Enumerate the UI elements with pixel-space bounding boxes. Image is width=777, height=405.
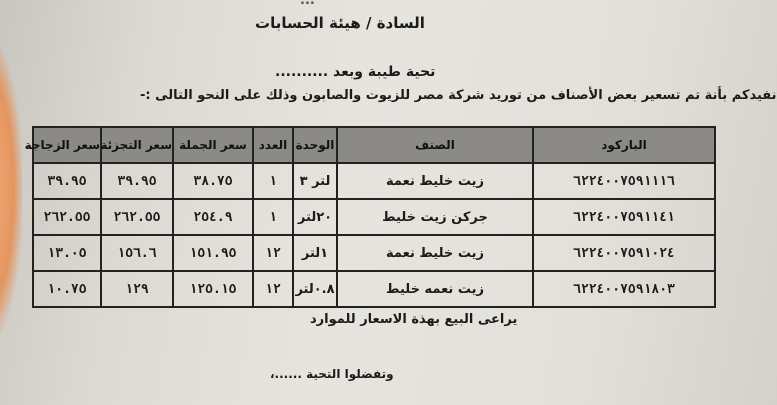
cell-retail: ١٢٩	[101, 271, 173, 307]
pricing-note: يراعى البيع بهذة الاسعار للموارد	[310, 312, 518, 327]
cell-item: جركن زيت خليط	[337, 199, 533, 235]
cell-consumer: ٣٩.٩٥	[33, 163, 101, 199]
header-barcode: الباركود	[533, 127, 715, 163]
recipient-address: السادة / هيئة الحسابات	[255, 14, 425, 32]
cell-unit: ٢٠لتر	[293, 199, 337, 235]
header-wholesale: سعر الجملة	[173, 127, 253, 163]
cell-barcode: ٦٢٢٤٠٠٧٥٩١١١٦	[533, 163, 715, 199]
closing-line: وتفضلوا التحية ......،	[270, 367, 394, 381]
header-retail: سعر التجزئة	[101, 127, 173, 163]
header-qty: العدد	[253, 127, 293, 163]
cell-barcode: ٦٢٢٤٠٠٧٥٩١٠٢٤	[533, 235, 715, 271]
cell-qty: ١	[253, 199, 293, 235]
cell-barcode: ٦٢٢٤٠٠٧٥٩١٨٠٣	[533, 271, 715, 307]
cell-consumer: ١٠.٧٥	[33, 271, 101, 307]
finger-shadow	[0, 40, 22, 340]
cell-qty: ١	[253, 163, 293, 199]
cell-item: زيت نعمه خليط	[337, 271, 533, 307]
header-consumer: سعر الزجاجة	[33, 127, 101, 163]
cell-unit: ٠.٨لتر	[293, 271, 337, 307]
cell-wholesale: ١٢٥.١٥	[173, 271, 253, 307]
cell-barcode: ٦٢٢٤٠٠٧٥٩١١٤١	[533, 199, 715, 235]
cell-wholesale: ٢٥٤.٩	[173, 199, 253, 235]
cell-item: زيت خليط نعمة	[337, 163, 533, 199]
cell-qty: ١٢	[253, 271, 293, 307]
table-row	[33, 235, 715, 271]
cell-consumer: ٢٦٢.٥٥	[33, 199, 101, 235]
price-table	[24, 126, 716, 308]
header-item: الصنف	[337, 127, 533, 163]
table-row	[33, 199, 715, 235]
cell-unit: لتر ٣	[293, 163, 337, 199]
table-row	[33, 163, 715, 199]
cell-wholesale: ٣٨.٧٥	[173, 163, 253, 199]
cell-item: زيت خليط نعمة	[337, 235, 533, 271]
cut-off-header-text: ...	[300, 0, 315, 8]
cell-unit: ١لتر	[293, 235, 337, 271]
cell-retail: ٢٦٢.٥٥	[101, 199, 173, 235]
cell-wholesale: ١٥١.٩٥	[173, 235, 253, 271]
cell-consumer: ١٣.٠٥	[33, 235, 101, 271]
cell-qty: ١٢	[253, 235, 293, 271]
cell-retail: ٣٩.٩٥	[101, 163, 173, 199]
greeting-line: تحية طيبة وبعد ..........	[275, 64, 436, 80]
cell-retail: ١٥٦.٦	[101, 235, 173, 271]
table-row	[33, 271, 715, 307]
header-unit: الوحدة	[293, 127, 337, 163]
table-header-row	[33, 127, 715, 163]
intro-paragraph: نفيدكم بأنة تم تسعير بعض الأصناف من توريد شركة مصر للزيوت والصابون وذلك على النحو التالى :-	[140, 88, 777, 103]
